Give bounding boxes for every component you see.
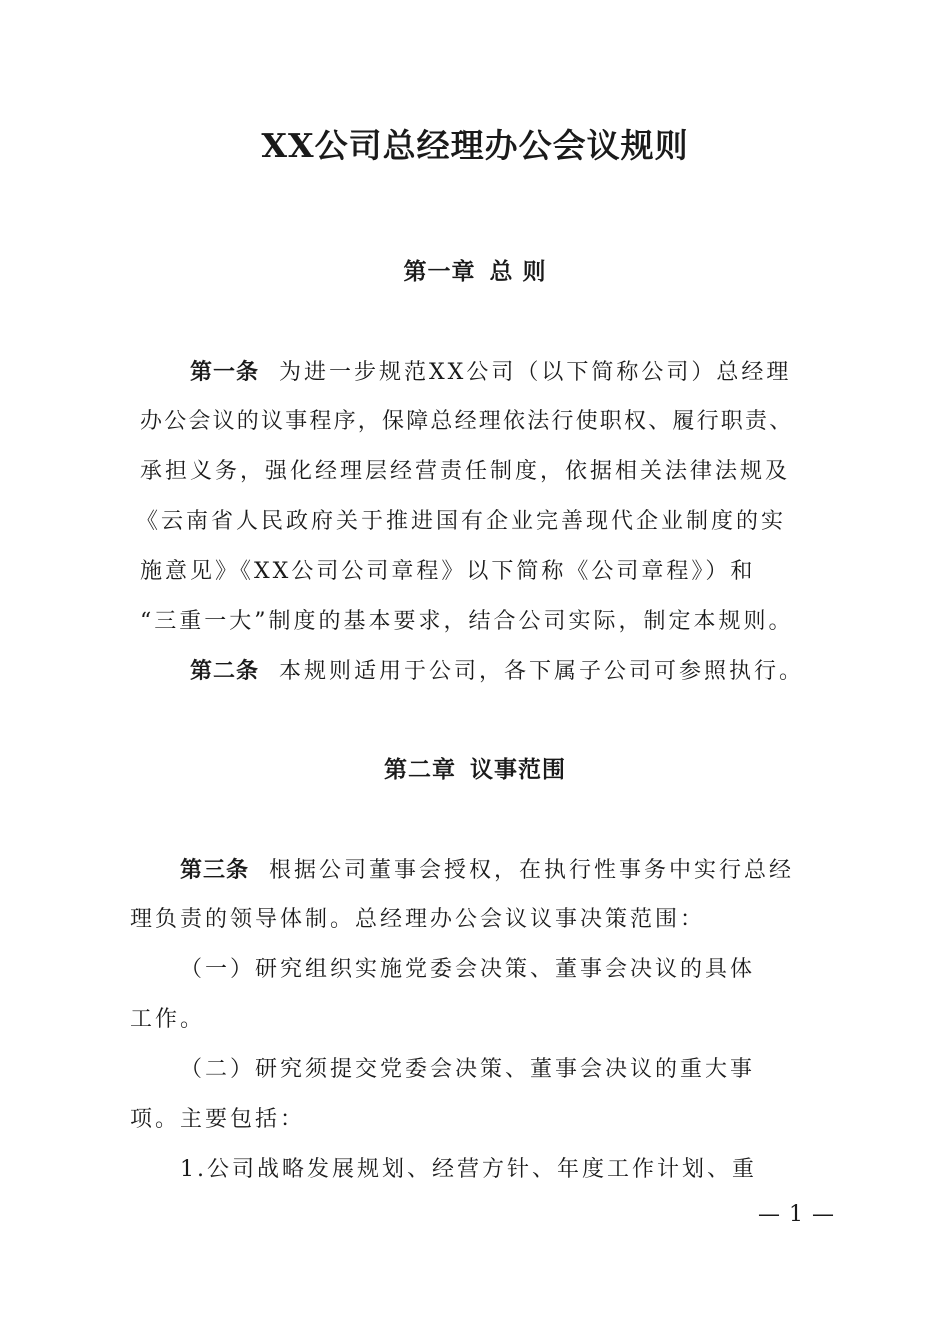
article-1-line-2: 办公会议的议事程序，保障总经理依法行使职权、履行职责、 [140,409,794,434]
page-number: — 1 — [758,1202,835,1227]
article-3-line-1 [180,855,794,886]
article-label: 第二条 [190,658,260,684]
item-2-line-1: （二）研究须提交党委会决策、董事会决议的重大事 [180,1057,756,1082]
article-1-line-6: “三重一大”制度的基本要求，结合公司实际，制定本规则。 [140,609,794,634]
chapter-name: 议事范围 [470,757,566,783]
article-text: 为进一步规范XX公司（以下简称公司）总经理 [279,360,792,385]
article-text: 本规则适用于公司，各下属子公司可参照执行。 [279,659,805,684]
article-1-line-5: 施意见》《XX公司公司章程》以下简称《公司章程》）和 [140,559,756,584]
article-label: 第三条 [180,857,250,883]
chapter-label: 第二章 [384,757,456,783]
chapter-label: 第一章 [403,259,476,285]
item-1-line-1: （一）研究组织实施党委会决策、董事会决议的具体 [180,957,756,982]
chapter-heading-1 [0,257,950,287]
subitem-1-line-1: 1.公司战略发展规划、经营方针、年度工作计划、重 [180,1157,757,1182]
article-3-line-2: 理负责的领导体制。总经理办公会议议事决策范围： [130,907,706,932]
article-text: 根据公司董事会授权，在执行性事务中实行总经 [269,858,795,883]
article-1-line-4: 《云南省人民政府关于推进国有企业完善现代企业制度的实 [136,509,787,534]
article-1-line-1 [190,357,791,388]
article-2-line-1 [190,656,804,687]
chapter-heading-2 [0,755,950,785]
article-label: 第一条 [190,359,260,385]
chapter-name: 总 则 [489,259,547,285]
document-title: XX公司总经理办公会议规则 [261,126,689,165]
item-1-line-2: 工作。 [130,1007,206,1032]
article-1-line-3: 承担义务，强化经理层经营责任制度，依据相关法律法规及 [140,459,791,484]
item-2-line-2: 项。主要包括： [130,1107,306,1132]
